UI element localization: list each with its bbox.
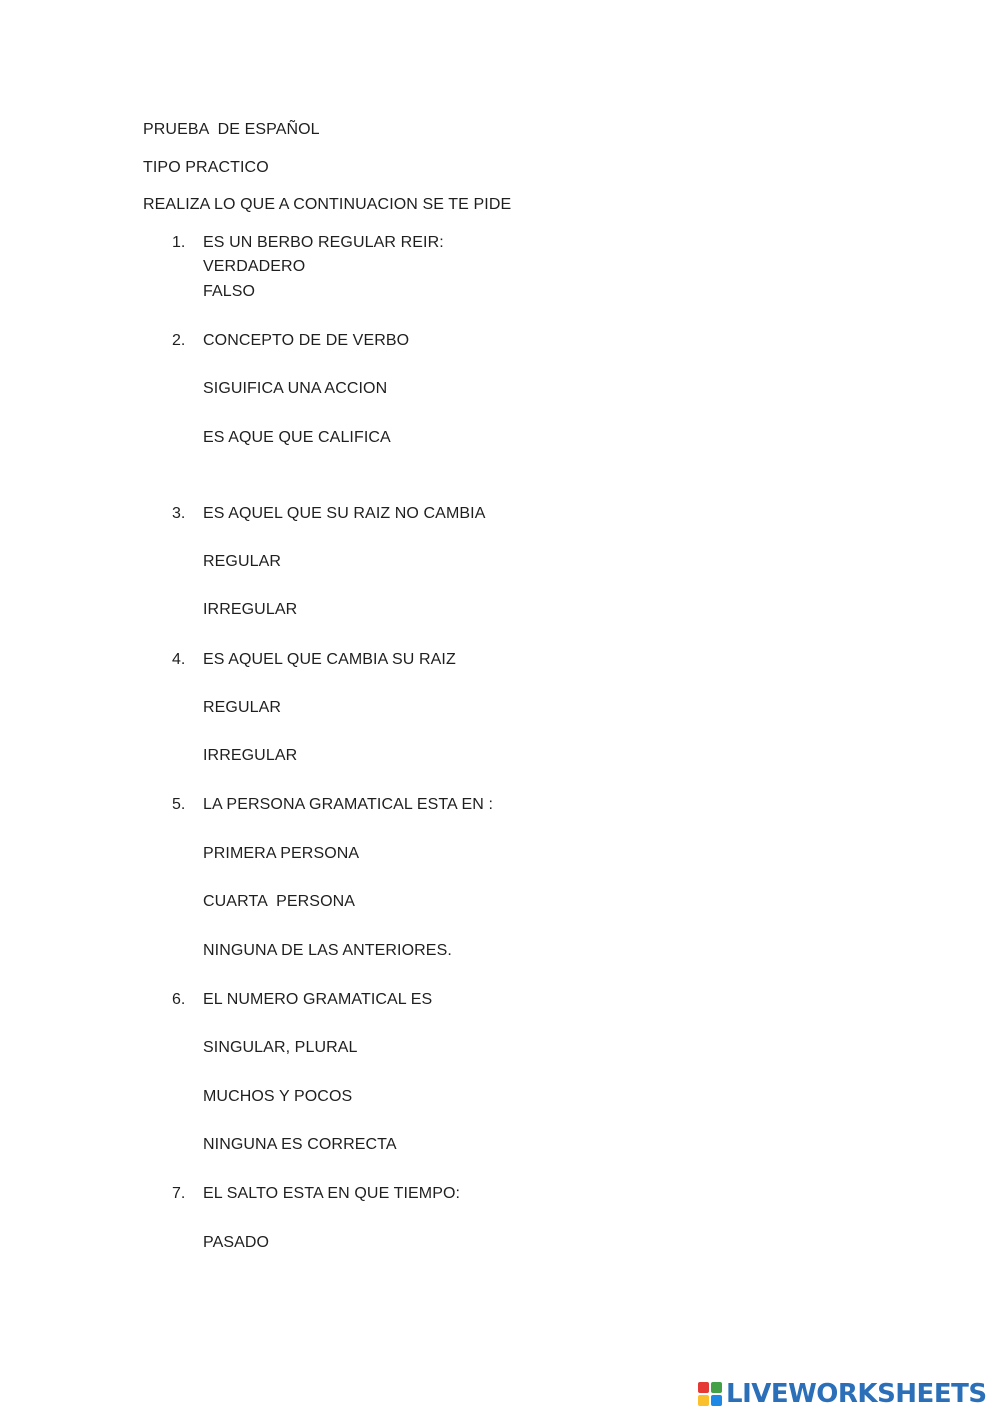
answer-option[interactable]: PRIMERA PERSONA <box>203 845 360 862</box>
worksheet-title: PRUEBA DE ESPAÑOL <box>143 121 320 138</box>
question-text: ES AQUEL QUE CAMBIA SU RAIZ <box>203 651 456 668</box>
question-number: 1. <box>172 234 186 251</box>
answer-option[interactable]: NINGUNA DE LAS ANTERIORES. <box>203 942 452 959</box>
question-number: 3. <box>172 505 186 522</box>
answer-option[interactable]: MUCHOS Y POCOS <box>203 1088 353 1105</box>
liveworksheets-logo-text: LIVEWORKSHEETS <box>726 1379 987 1409</box>
question-number: 6. <box>172 991 186 1008</box>
question-text: ES AQUEL QUE SU RAIZ NO CAMBIA <box>203 505 486 522</box>
answer-option[interactable]: SINGULAR, PLURAL <box>203 1039 358 1056</box>
question-text: EL SALTO ESTA EN QUE TIEMPO: <box>203 1185 461 1202</box>
question-text: ES UN BERBO REGULAR REIR: <box>203 234 444 251</box>
question-number: 2. <box>172 332 186 349</box>
answer-option[interactable]: FALSO <box>203 283 256 300</box>
question-text: EL NUMERO GRAMATICAL ES <box>203 991 433 1008</box>
question-number: 4. <box>172 651 186 668</box>
answer-option[interactable]: VERDADERO <box>203 258 306 275</box>
answer-option[interactable]: NINGUNA ES CORRECTA <box>203 1136 397 1153</box>
answer-option[interactable]: CUARTA PERSONA <box>203 893 356 910</box>
answer-option[interactable]: IRREGULAR <box>203 747 298 764</box>
answer-option[interactable]: PASADO <box>203 1234 270 1251</box>
question-number: 7. <box>172 1185 186 1202</box>
question-text: LA PERSONA GRAMATICAL ESTA EN : <box>203 796 493 813</box>
answer-option[interactable]: SIGUIFICA UNA ACCION <box>203 380 388 397</box>
liveworksheets-logo <box>698 1380 987 1408</box>
answer-option[interactable]: REGULAR <box>203 699 282 716</box>
question-text: CONCEPTO DE DE VERBO <box>203 332 410 349</box>
answer-option[interactable]: IRREGULAR <box>203 601 298 618</box>
liveworksheets-logo-icon <box>698 1382 722 1406</box>
worksheet-instructions: REALIZA LO QUE A CONTINUACION SE TE PIDE <box>143 196 512 213</box>
worksheet-type: TIPO PRACTICO <box>143 159 269 176</box>
question-number: 5. <box>172 796 186 813</box>
answer-option[interactable]: ES AQUE QUE CALIFICA <box>203 429 391 446</box>
answer-option[interactable]: REGULAR <box>203 553 282 570</box>
